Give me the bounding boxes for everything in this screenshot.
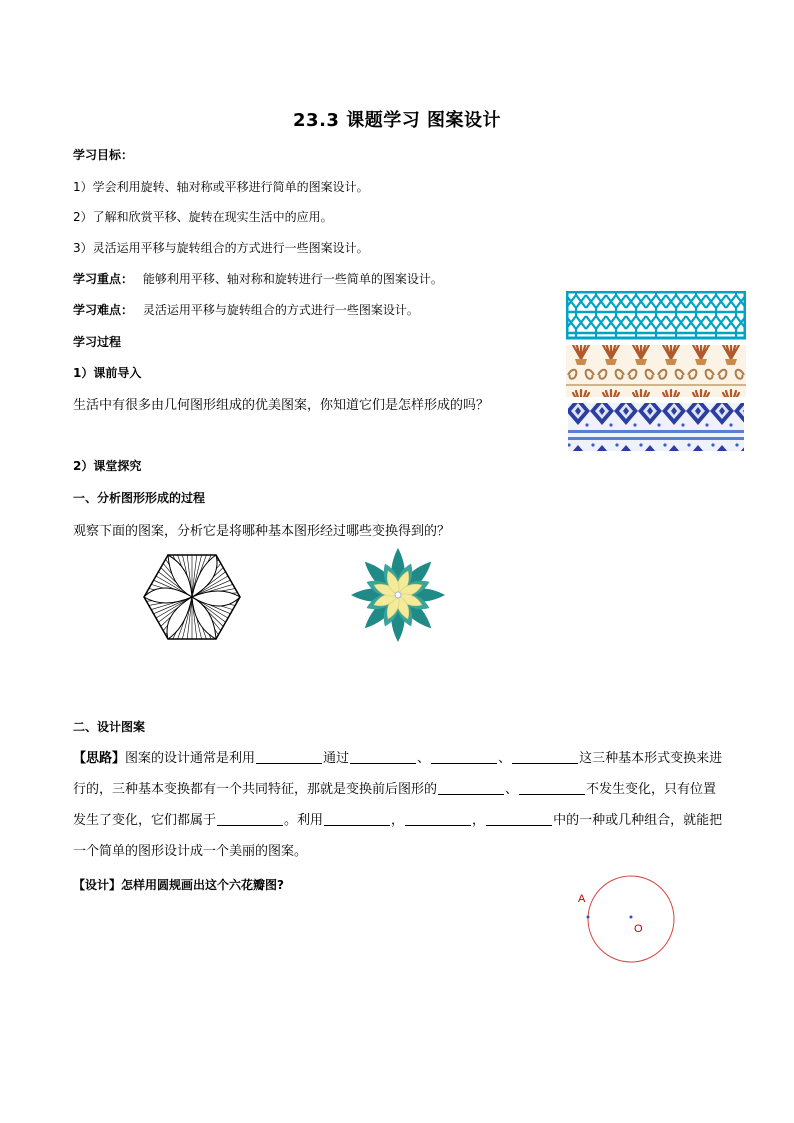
blank-2[interactable]: [350, 749, 416, 764]
idea-seg5: 。利用: [284, 813, 324, 828]
blank-1[interactable]: [256, 749, 322, 764]
section2-heading: 二、设计图案: [73, 720, 146, 734]
blank-7[interactable]: [217, 811, 283, 826]
point-a-label: A: [578, 893, 586, 905]
difficulty: [73, 301, 419, 318]
idea-sep-3: 、: [505, 782, 519, 797]
intro-heading: 1）课前导入: [73, 366, 142, 380]
idea-paragraph: [73, 743, 723, 867]
objectives-heading: 学习目标：: [73, 148, 134, 162]
explore-heading: 2）课堂探究: [73, 459, 142, 473]
objective-3: 3）灵活运用平移与旋转组合的方式进行一些图案设计。: [73, 241, 369, 255]
key-point: [73, 270, 443, 287]
key-point-text: 能够利用平移、轴对称和旋转进行一些简单的图案设计。: [142, 272, 443, 286]
idea-comma-2: ，: [472, 813, 486, 828]
idea-label: 【思路】: [73, 751, 126, 766]
section1-text: 观察下面的图案，分析它是将哪种基本图形经过哪些变换得到的？: [73, 524, 451, 539]
point-o-label: O: [634, 923, 643, 935]
design-line: [73, 876, 284, 893]
blank-9[interactable]: [405, 811, 471, 826]
star-flower-figure: [348, 545, 448, 645]
key-point-label: 学习重点：: [73, 272, 134, 286]
idea-seg1: 图案的设计通常是利用: [125, 751, 256, 766]
objective-2: 2）了解和欣赏平移、旋转在现实生活中的应用。: [73, 210, 333, 224]
objective-1: 1）学会利用旋转、轴对称或平移进行简单的图案设计。: [73, 180, 369, 194]
intro-text: 生活中有很多由几何图形组成的优美图案，你知道它们是怎样形成的吗？: [73, 398, 490, 413]
design-text: 怎样用圆规画出这个六花瓣图?: [121, 878, 284, 892]
idea-comma-1: ，: [391, 813, 405, 828]
decorative-patterns-image: [566, 291, 746, 451]
process-heading: 学习过程: [73, 335, 122, 349]
blank-3[interactable]: [431, 749, 497, 764]
page-title: 23.3 课题学习 图案设计: [293, 110, 501, 131]
idea-sep-2: 、: [498, 751, 512, 766]
section1-heading: 一、分析图形形成的过程: [73, 491, 206, 505]
blank-4[interactable]: [512, 749, 578, 764]
blank-5[interactable]: [438, 780, 504, 795]
difficulty-label: 学习难点：: [73, 303, 134, 317]
idea-seg3: 这三种基本形式变换来进行的，三种基本变换都有一个共同特征，那就是变换前后图形的: [73, 751, 723, 797]
difficulty-text: 灵活运用平移与旋转组合的方式进行一些图案设计。: [142, 303, 419, 317]
idea-seg6: 中的一种或几种组合，就能把一个简单的图形设计成一个美丽的图案。: [73, 813, 723, 859]
idea-seg4: 不发生变化，只有位置发生了变化，它们都属于: [73, 782, 717, 828]
idea-sep-1: 、: [417, 751, 431, 766]
blank-8[interactable]: [324, 811, 390, 826]
blank-10[interactable]: [486, 811, 552, 826]
blank-6[interactable]: [519, 780, 585, 795]
idea-seg2: 通过: [323, 751, 350, 766]
hexagon-petal-figure: [140, 547, 244, 647]
circle-figure: [584, 872, 678, 966]
design-label: 【设计】: [73, 878, 122, 892]
